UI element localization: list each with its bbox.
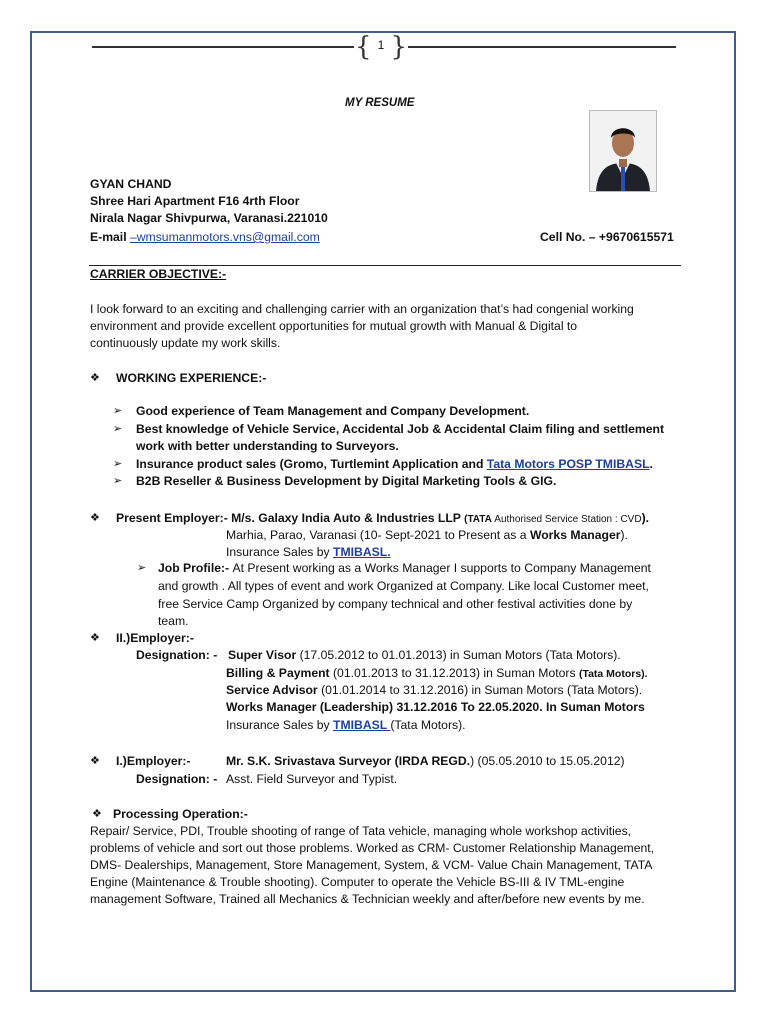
processing-line-4: Engine (Maintenance & Trouble shooting). Computer to operate the Vehicle BS-III & IV TML-engine <box>90 875 625 889</box>
processing-line-3: DMS- Dealerships, Management, Store Management, System, & VCM- Value Chain Management, TATA <box>90 858 653 872</box>
employer-1-label: I.)Employer:- <box>116 754 191 768</box>
experience-item-2b: work with better understanding to Surveyors. <box>136 439 399 453</box>
objective-line-1: I look forward to an exciting and challenging carrier with an organization that’s had congenial working <box>90 302 634 316</box>
page-number-box: { 1 } <box>355 32 407 62</box>
employer-1-designation: Asst. Field Surveyor and Typist. <box>226 772 398 786</box>
job-profile-line-2: and growth . All types of event and work Organized at Company. Like local Customer meet, <box>158 579 649 593</box>
employer-2-role-2: Billing & Payment (01.01.2013 to 31.12.2013) in Suman Motors (Tata Motors). <box>226 666 648 680</box>
present-employer-line-3: Insurance Sales by TMIBASL. <box>226 545 391 559</box>
tmibasl-link[interactable]: TMIBASL. <box>333 545 391 559</box>
resume-heading: MY RESUME <box>345 97 415 109</box>
email-label: E-mail <box>90 230 130 244</box>
page-number: 1 <box>377 38 385 52</box>
arrow-bullet-icon: ➢ <box>113 405 123 417</box>
person-photo-icon <box>590 111 656 191</box>
objective-line-2: environment and provide excellent opportunities for mutual growth with Manual & Digital to <box>90 319 578 333</box>
employer-1-value: Mr. S.K. Srivastava Surveyor (IRDA REGD.) (05.05.2010 to 15.05.2012) <box>226 754 625 768</box>
job-profile-line-4: team. <box>158 614 189 628</box>
diamond-bullet-icon: ❖ <box>90 512 100 524</box>
arrow-bullet-icon: ➢ <box>113 458 123 470</box>
arrow-bullet-icon: ➢ <box>137 562 147 574</box>
present-employer-line-2: Marhia, Parao, Varanasi (10- Sept-2021 to Present as a Works Manager). <box>226 528 628 542</box>
applicant-name: GYAN CHAND <box>90 177 172 191</box>
employer-2-role-4: Works Manager (Leadership) 31.12.2016 To 22.05.2020. In Suman Motors <box>226 700 645 714</box>
diamond-bullet-icon: ❖ <box>90 632 100 644</box>
employer-2-designation-label: Designation: - <box>136 648 218 662</box>
experience-item-1: Good experience of Team Management and Company Development. <box>136 404 530 418</box>
employer-1-designation-label: Designation: - <box>136 772 218 786</box>
processing-line-1: Repair/ Service, PDI, Trouble shooting of range of Tata vehicle, managing whole workshop activities, <box>90 824 632 838</box>
employer-2-role-1: Super Visor (17.05.2012 to 01.01.2013) in Suman Motors (Tata Motors). <box>228 648 621 662</box>
employer-2-label: II.)Employer:- <box>116 631 194 645</box>
experience-item-2a: Best knowledge of Vehicle Service, Accidental Job & Accidental Claim filing and settlement <box>136 422 665 436</box>
job-profile-line-3: free Service Camp Organized by company technical and other festival activities done by <box>158 597 633 611</box>
objective-title: CARRIER OBJECTIVE:- <box>90 267 227 281</box>
diamond-bullet-icon: ❖ <box>90 755 100 767</box>
processing-line-5: management Software, Trained all Mechanics & Technician weekly and after/before new events by me. <box>90 892 645 906</box>
email-link[interactable]: –wmsumanmotors.vns@gmail.com <box>129 230 320 244</box>
arrow-bullet-icon: ➢ <box>113 475 123 487</box>
experience-item-3: Insurance product sales (Gromo, Turtlemint Application and Tata Motors POSP TMIBASL. <box>136 457 653 471</box>
arrow-bullet-icon: ➢ <box>113 423 123 435</box>
email-line <box>90 229 320 247</box>
diamond-bullet-icon: ❖ <box>90 372 100 384</box>
diamond-bullet-icon: ❖ <box>92 808 102 820</box>
processing-title: Processing Operation:- <box>113 807 248 821</box>
working-experience-title: WORKING EXPERIENCE:- <box>116 371 267 385</box>
processing-line-2: problems of vehicle and sort out those problems. Worked as CRM- Customer Relationship Management, <box>90 841 655 855</box>
employer-2-insurance-line: Insurance Sales by TMIBASL (Tata Motors). <box>226 718 466 732</box>
header-line-right <box>408 46 676 48</box>
experience-item-4: B2B Reseller & Business Development by Digital Marketing Tools & GIG. <box>136 474 557 488</box>
header-line-left <box>92 46 354 48</box>
address-line-2: Nirala Nagar Shivpurwa, Varanasi.221010 <box>90 211 328 225</box>
tmibasl-link[interactable]: Tata Motors POSP TMIBASL <box>486 457 650 471</box>
employer-2-role-3: Service Advisor (01.01.2014 to 31.12.2016) in Suman Motors (Tata Motors). <box>226 683 643 697</box>
tmibasl-link[interactable]: TMIBASL <box>333 718 391 732</box>
address-line-1: Shree Hari Apartment F16 4rth Floor <box>90 194 300 208</box>
job-profile-line-1: Job Profile:- At Present working as a Works Manager I supports to Company Management <box>158 561 651 575</box>
profile-photo <box>589 110 657 192</box>
objective-line-3: continuously update my work skills. <box>90 336 281 350</box>
cell-number: Cell No. – +9670615571 <box>540 230 674 244</box>
present-employer-line: Present Employer:- M/s. Galaxy India Auto & Industries LLP (TATA Authorised Service Station : CVD). <box>116 511 650 525</box>
